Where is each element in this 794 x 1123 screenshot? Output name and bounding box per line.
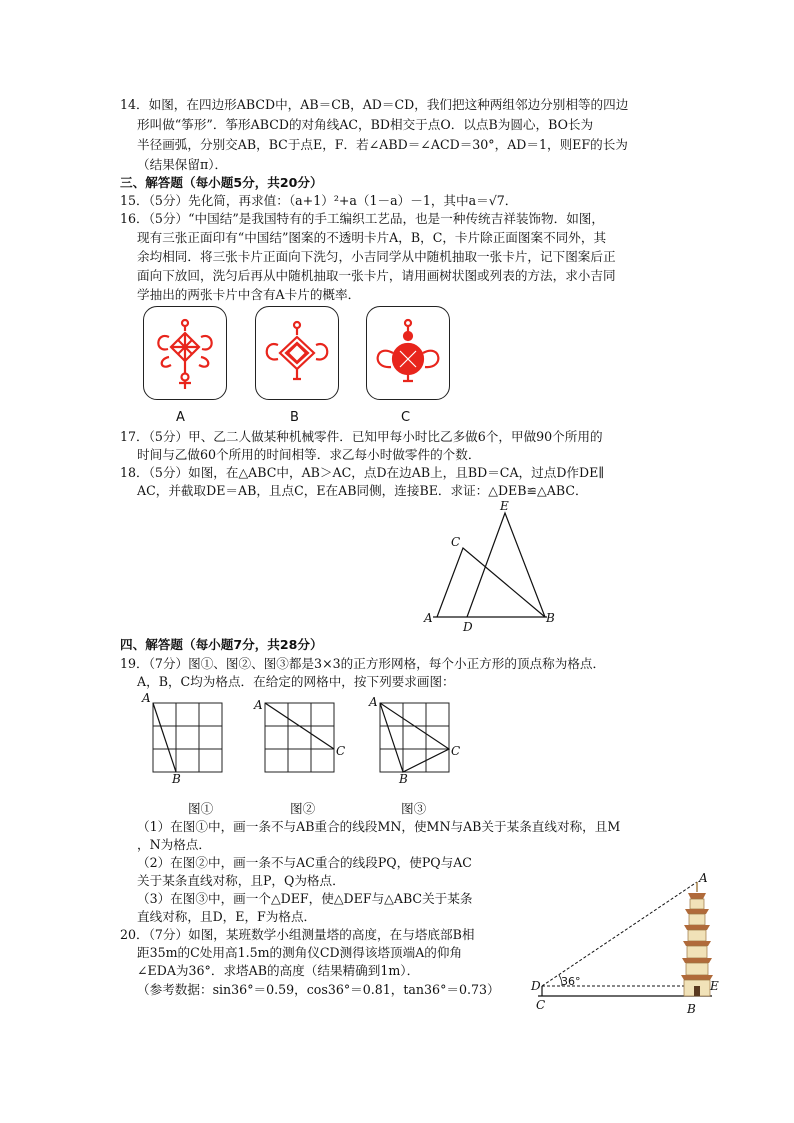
point-e: E [500,499,509,513]
grid3-point-a: A [369,695,378,709]
q15-text: 15．（5分）先化简，再求值：（a+1）²+a（1－a）－1，其中a＝√7． [120,193,518,208]
grid3-point-b: B [399,772,408,786]
q19-part3-b: 直线对称，且D，E，F为格点． [137,909,317,924]
q20-line2: 距35m的C处用高1.5m的测角仪CD测得该塔顶端A的仰角 [137,945,463,960]
q17-line1: 17．（5分）甲、乙二人做某种机械零件．已知甲每小时比乙多做6个，甲做90个所用的 [120,429,603,444]
grid1-point-b: B [172,772,181,786]
pagoda-icon [681,882,713,996]
q14-line4: （结果保留π）． [137,157,228,172]
q16-line4: 面向下放回，洗匀后再从中随机抽取一张卡片，请用画树状图或列表的方法，求小吉同 [137,268,616,283]
point-b-base: B [687,1002,696,1016]
q16-line3: 余均相同．将三张卡片正面向下洗匀，小吉同学从中随机抽取一张卡片，记下图案后正 [137,249,616,264]
sight-line-da [542,882,697,986]
q19-part1-b: ，N为格点． [137,837,211,852]
q14-line1: 14．如图，在四边形ABCD中，AB＝CB，AD＝CD，我们把这种两组邻边分别相等的四边 [120,97,629,112]
q19-part2-b: 关于某条直线对称，且P，Q为格点． [137,873,345,888]
grid2-point-c: C [336,744,346,758]
q16-line5: 学抽出的两张卡片中含有A卡片的概率． [137,287,361,302]
q20-line1: 20．（7分）如图，某班数学小组测量塔的高度，在与塔底部B相 [120,927,475,942]
point-c-ground: C [536,998,546,1012]
q14-line3: 半径画弧，分别交AB，BC于点E，F．若∠ABD＝∠ACD＝30°，AD＝1，则EF的长为 [137,137,628,152]
point-b: B [546,611,555,625]
card-label-b: B [290,410,299,425]
grid2-point-a: A [254,698,263,712]
grid2-caption: 图② [290,801,316,816]
q16-line1: 16．（5分）“中国结”是我国特有的手工编织工艺品，也是一种传统吉祥装饰物．如图， [120,211,604,226]
section3-heading: 三、解答题（每小题5分，共20分） [120,175,323,190]
section4-heading: 四、解答题（每小题7分，共28分） [120,637,323,652]
q14-line2: 形叫做“筝形”．筝形ABCD的对角线AC，BD相交于点O．以点B为圆心，BO长为 [137,117,594,132]
grid1-caption: 图① [188,801,214,816]
grid3-point-c: C [451,744,461,758]
q19-line1: 19．（7分）图①、图②、图③都是3×3的正方形网格，每个小正方形的顶点称为格点． [120,656,606,671]
q19-part1-a: （1）在图①中，画一条不与AB重合的线段MN，使MN与AB关于某条直线对称，且M [137,819,621,834]
q17-line2: 时间与乙做60个所用的时间相等．求乙每小时做零件的个数． [137,447,481,462]
card-label-c: C [401,410,411,425]
point-d: D [463,620,473,634]
q19-part3-a: （3）在图③中，画一个△DEF，使△DEF与△ABC关于某条 [137,891,473,906]
point-d-instrument: D [531,979,541,993]
q16-line2: 现有三张正面印有“中国结”图案的不透明卡片A，B，C，卡片除正面图案不同外，其 [137,230,607,245]
point-a-top: A [699,871,708,885]
q20-line4: （参考数据：sin36°＝0.59，cos36°＝0.81，tan36°＝0.73） [137,982,500,997]
point-c: C [451,535,461,549]
point-a: A [424,611,433,625]
point-e-horizontal: E [710,979,719,993]
angle-label: 36° [561,975,581,988]
card-label-a: A [176,410,185,425]
q20-line3: ∠EDA为36°．求塔AB的高度（结果精确到1m）． [137,963,420,978]
q19-line2: A，B，C均为格点．在给定的网格中，按下列要求画图： [137,674,455,689]
grid3-caption: 图③ [401,801,427,816]
grid1-point-a: A [142,691,151,705]
q18-line1: 18．（5分）如图，在△ABC中，AB＞AC，点D在边AB上，且BD＝CA，过点D作DE∥ [120,465,605,480]
q19-part2-a: （2）在图②中，画一条不与AC重合的线段PQ，使PQ与AC [137,855,472,870]
q18-line2: AC，并截取DE＝AB，且点C，E在AB同侧，连接BE．求证：△DEB≌△ABC． [137,483,588,498]
